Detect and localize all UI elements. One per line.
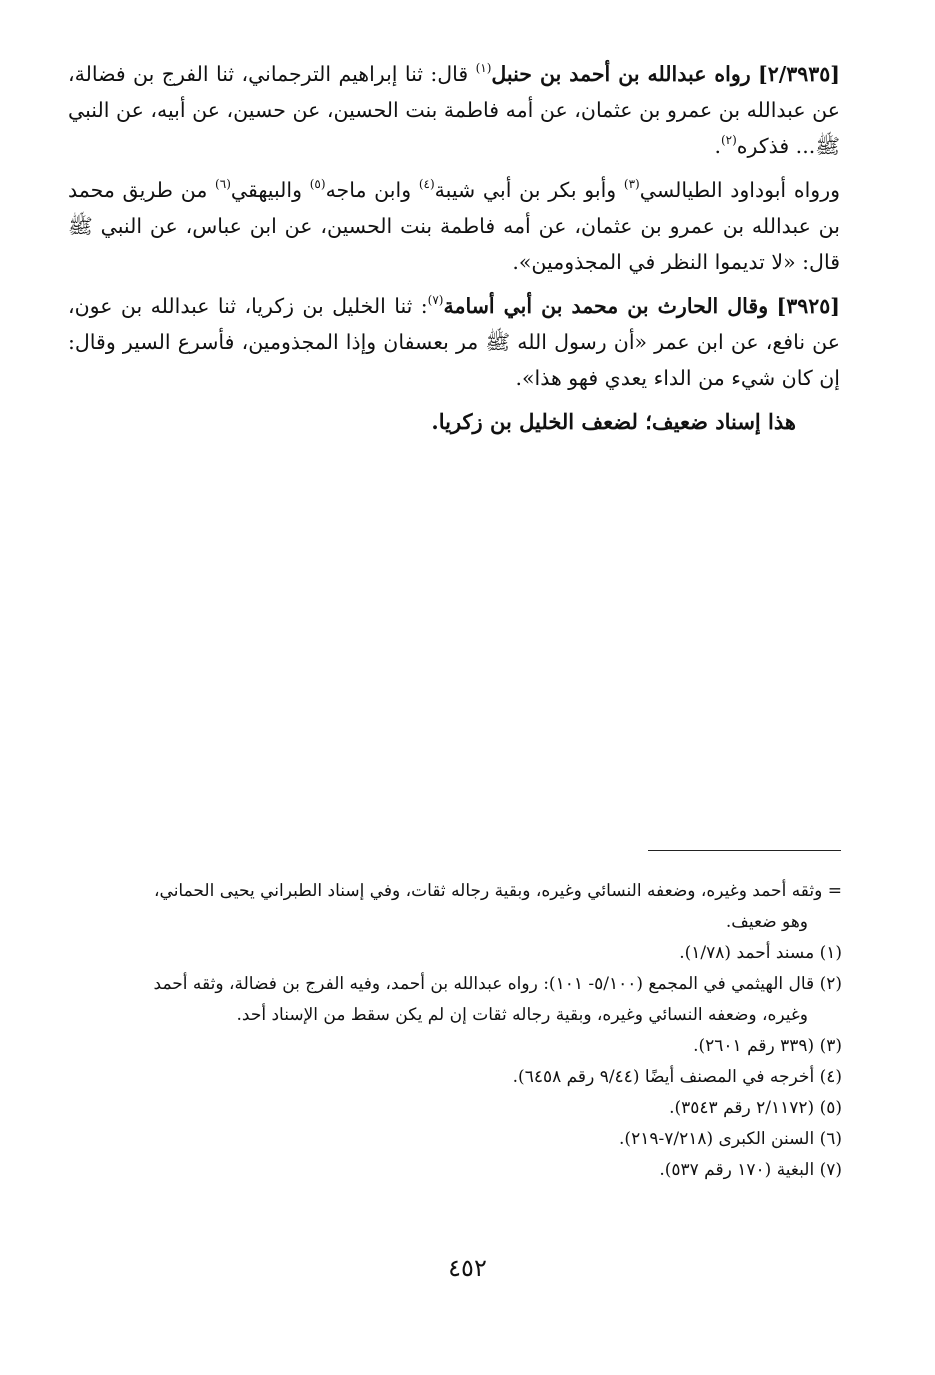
footnotes	[72, 876, 842, 1186]
takhrij-text: ورواه أبوداود الطيالسي	[639, 178, 840, 202]
footnote-7: (٧) البغية (١٧٠ رقم ٥٣٧).	[659, 1160, 842, 1180]
takhrij-text: وأبو بكر بن أبي شيبة	[434, 178, 624, 202]
takhrij-text: وابن ماجه	[325, 178, 419, 202]
footnote-4: (٤) أخرجه في المصنف أيضًا (٩/٤٤ رقم ٦٤٥٨).	[512, 1067, 842, 1087]
takhrij-text: من طريق محمد بن عبدالله بن عمرو بن عثمان، عن أمه فاطمة بنت الحسين، عن ابن عباس، عن النبي ﷺ قال: «لا تديموا النظر في المجذومين».	[68, 178, 840, 274]
footnote-carryover-cont: وهو ضعيف.	[725, 912, 808, 932]
hadith-ref: [٢/٣٩٣٥]	[758, 62, 840, 86]
isnad-verdict: هذا إسناد ضعيف؛ لضعف الخليل بن زكريا.	[431, 409, 796, 434]
takhrij-text: والبيهقي	[230, 178, 310, 202]
footnote-marker: (٥)	[309, 177, 326, 191]
footnote-marker: (٦)	[215, 177, 231, 191]
main-text	[68, 56, 840, 448]
hadith-narrator: وقال الحارث بن محمد بن أبي أسامة	[443, 294, 769, 318]
footnote-marker: (٧)	[427, 293, 444, 307]
footnote-1: (١) مسند أحمد (١/٧٨).	[679, 943, 842, 963]
footnote-carryover: = وثقه أحمد وغيره، وضعفه النسائي وغيره، وبقية رجاله ثقات، وفي إسناد الطبراني يحيى الحماني،	[154, 881, 842, 901]
hadith-end: .	[714, 134, 721, 158]
hadith-text: قال: ثنا إبراهيم الترجماني، ثنا الفرج بن فضالة، عن عبدالله بن عمرو بن عثمان، عن أمه فاطمة بنت الحسين، عن حسين، عن أبيه، عن النبي ﷺ... فذكره	[68, 62, 840, 158]
footnote-marker: (٤)	[418, 177, 435, 191]
footnote-6: (٦) السنن الكبرى (٧/٢١٨-٢١٩).	[619, 1129, 842, 1149]
hadith-text: : ثنا الخليل بن زكريا، ثنا عبدالله بن عون، عن نافع، عن ابن عمر «أن رسول الله ﷺ مر بعسفان وإذا المجذومين، فأسرع السير وقال: إن كان شيء من الداء يعدي فهو هذا».	[68, 294, 840, 390]
footnote-separator	[648, 850, 841, 851]
page-number: ٤٥٢	[448, 1254, 487, 1282]
hadith-paragraph-2	[68, 288, 840, 396]
takhrij-paragraph	[68, 172, 840, 280]
footnote-2: (٢) قال الهيثمي في المجمع (٥/١٠٠- ١٠١): رواه عبدالله بن أحمد، وفيه الفرج بن فضالة، وثقه أحمد	[153, 974, 842, 994]
footnote-2-cont: وغيره، وضعفه النسائي وغيره، وبقية رجاله ثقات إن لم يكن سقط من الإسناد أحد.	[236, 1005, 808, 1025]
hadith-paragraph-1	[68, 56, 840, 164]
footnote-5: (٥) (٢/١١٧٢ رقم ٣٥٤٣).	[669, 1098, 842, 1118]
hadith-ref: [٣٩٢٥]	[776, 294, 840, 318]
footnote-marker: (٣)	[623, 177, 640, 191]
footnote-marker: (١)	[475, 61, 492, 75]
hadith-narrator: رواه عبدالله بن أحمد بن حنبل	[491, 62, 751, 86]
footnote-3: (٣) (٣٣٩ رقم ٢٦٠١).	[693, 1036, 842, 1056]
footnote-marker: (٢)	[720, 133, 737, 147]
